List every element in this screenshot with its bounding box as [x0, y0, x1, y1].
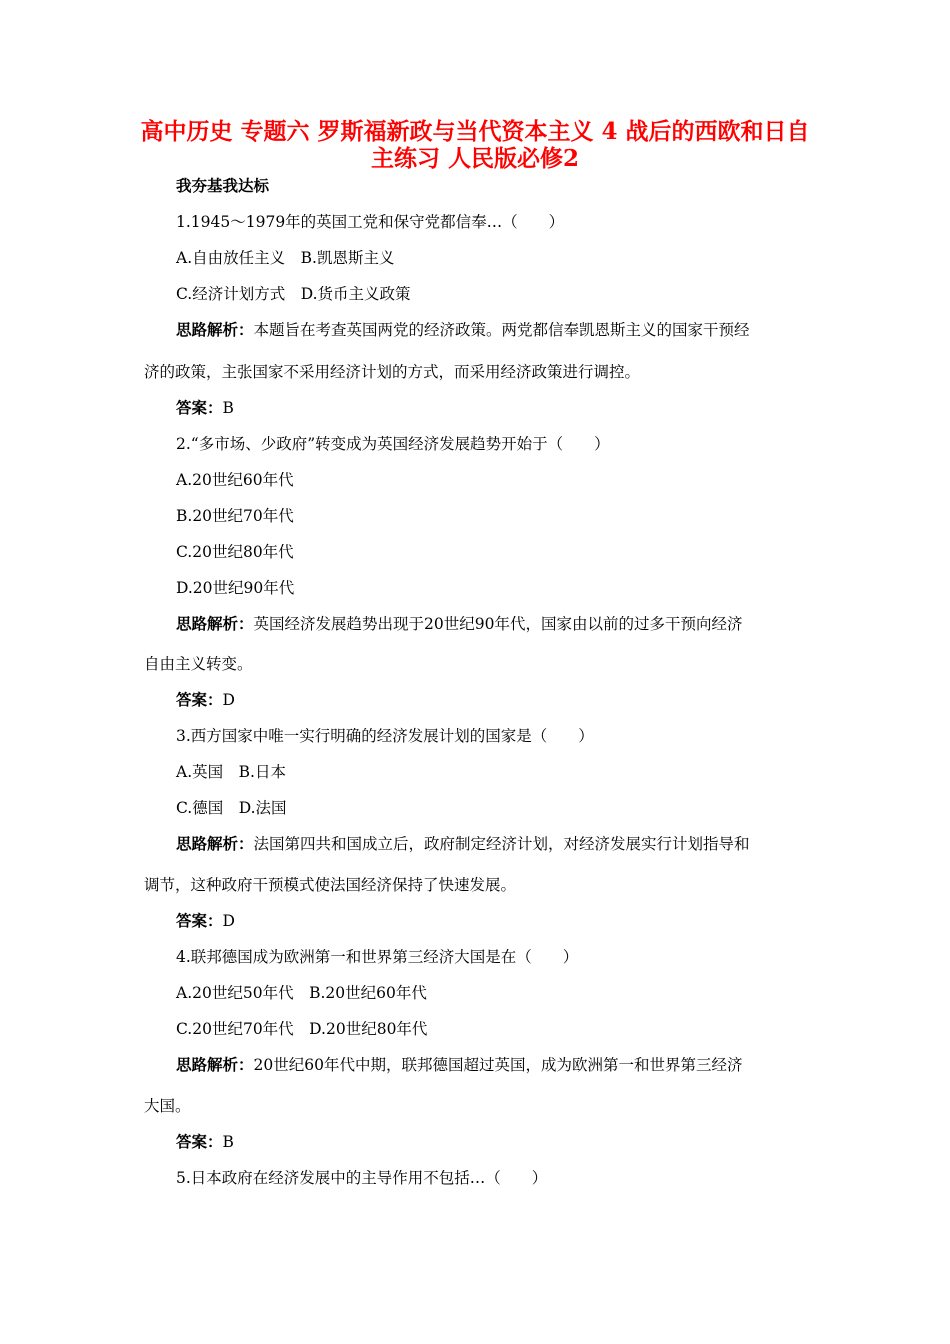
answer-label: 答案：: [176, 911, 223, 930]
q2-analysis-text-1: 英国经济发展趋势出现于20世纪90年代，国家由以前的过多干预向经济: [253, 615, 743, 633]
q4-analysis-line-1: [176, 1054, 742, 1076]
q2-answer: D: [222, 691, 235, 709]
analysis-label: 思路解析：: [176, 1055, 254, 1074]
q1-stem: 1.1945～1979年的英国工党和保守党都信奉…（ ）: [176, 213, 565, 231]
answer-label: 答案：: [176, 690, 223, 709]
q2-option-c: C.20世纪80年代: [176, 543, 294, 561]
q2-answer-line: [176, 689, 235, 711]
q1-options-cd: C.经济计划方式 D.货币主义政策: [176, 285, 411, 303]
q3-answer-line: [176, 910, 235, 932]
q2-analysis-line-2: 自由主义转变。: [144, 655, 253, 673]
answer-label: 答案：: [176, 398, 223, 417]
q1-analysis-line-2: 济的政策，主张国家不采用经济计划的方式，而采用经济政策进行调控。: [144, 363, 641, 381]
q5-stem: 5.日本政府在经济发展中的主导作用不包括…（ ）: [176, 1169, 548, 1187]
q1-answer-line: [176, 397, 234, 419]
q1-options-ab: A.自由放任主义 B.凯恩斯主义: [176, 249, 395, 267]
q1-analysis-line-1: [176, 319, 750, 341]
q3-answer: D: [222, 912, 235, 930]
q1-answer: B: [222, 399, 234, 417]
q2-option-d: D.20世纪90年代: [176, 579, 295, 597]
section-heading: 我夯基我达标: [176, 176, 270, 195]
q3-options-ab: A.英国 B.日本: [176, 763, 286, 781]
q4-answer: B: [222, 1133, 234, 1151]
q3-options-cd: C.德国 D.法国: [176, 799, 287, 817]
title-line-1: 高中历史 专题六 罗斯福新政与当代资本主义 4 战后的西欧和日自: [140, 118, 810, 145]
q4-options-ab: A.20世纪50年代 B.20世纪60年代: [176, 984, 427, 1002]
answer-label: 答案：: [176, 1132, 223, 1151]
analysis-label: 思路解析：: [176, 320, 254, 339]
q1-analysis-text-1: 本题旨在考查英国两党的经济政策。两党都信奉凯恩斯主义的国家干预经: [253, 321, 750, 339]
q4-analysis-line-2: 大国。: [144, 1097, 191, 1115]
q3-analysis-line-2: 调节，这种政府干预模式使法国经济保持了快速发展。: [144, 876, 517, 894]
q2-stem: 2.“多市场、少政府”转变成为英国经济发展趋势开始于（ ）: [176, 435, 610, 453]
q3-analysis-text-1: 法国第四共和国成立后，政府制定经济计划，对经济发展实行计划指导和: [253, 835, 750, 853]
q4-stem: 4.联邦德国成为欧洲第一和世界第三经济大国是在（ ）: [176, 948, 579, 966]
q2-option-a: A.20世纪60年代: [176, 471, 294, 489]
q3-analysis-line-1: [176, 833, 750, 855]
analysis-label: 思路解析：: [176, 614, 254, 633]
q2-option-b: B.20世纪70年代: [176, 507, 294, 525]
analysis-label: 思路解析：: [176, 834, 254, 853]
document-title: [120, 118, 830, 172]
title-line-2: 主练习 人民版必修2: [370, 145, 579, 172]
q4-answer-line: [176, 1131, 234, 1153]
q4-analysis-text-1: 20世纪60年代中期，联邦德国超过英国，成为欧洲第一和世界第三经济: [253, 1056, 743, 1074]
q3-stem: 3.西方国家中唯一实行明确的经济发展计划的国家是（ ）: [176, 727, 594, 745]
q2-analysis-line-1: [176, 613, 742, 635]
q4-options-cd: C.20世纪70年代 D.20世纪80年代: [176, 1020, 428, 1038]
